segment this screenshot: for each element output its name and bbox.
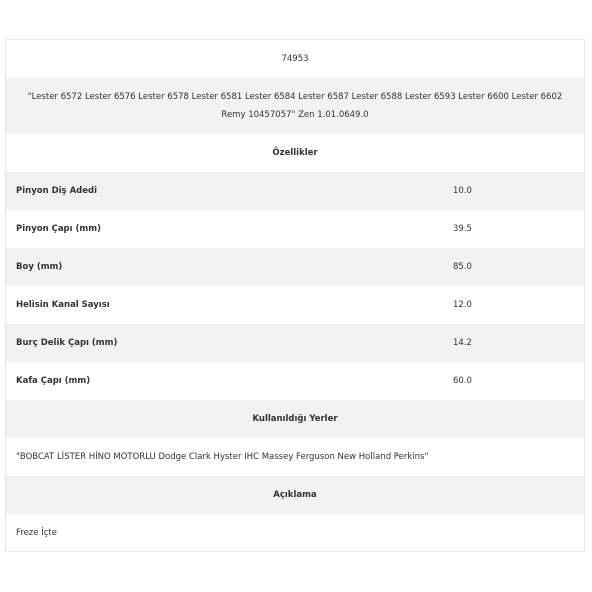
spec-label: Helisin Kanal Sayısı bbox=[16, 300, 110, 310]
spec-label: Kafa Çapı (mm) bbox=[16, 376, 91, 386]
spec-value: 60.0 bbox=[453, 376, 472, 386]
spec-row-length bbox=[5, 248, 585, 286]
spec-row-head-diameter bbox=[5, 362, 585, 400]
spec-label: Pinyon Çapı (mm) bbox=[16, 224, 101, 234]
spec-value: 85.0 bbox=[453, 262, 472, 272]
description-heading-row bbox=[5, 476, 585, 514]
product-spec-table bbox=[5, 39, 585, 552]
compatible-models-text: "Lester 6572 Lester 6576 Lester 6578 Lester 6581 Lester 6584 Lester 6587 Lester 6588 Lester 6593 Lester 6600 Lester 6602 Remy 10457057" Zen 1.01.0649.0 bbox=[27, 92, 563, 120]
spec-row-bushing-bore bbox=[5, 324, 585, 362]
spec-value: 39.5 bbox=[453, 224, 472, 234]
usage-heading: Kullanıldığı Yerler bbox=[252, 414, 338, 424]
spec-row-helix-channels bbox=[5, 286, 585, 324]
features-heading-row bbox=[5, 134, 585, 172]
compatible-models-row bbox=[5, 78, 585, 134]
spec-value: 14.2 bbox=[453, 338, 472, 348]
usage-row bbox=[5, 438, 585, 476]
usage-text: "BOBCAT LİSTER HİNO MOTORLU Dodge Clark Hyster IHC Massey Ferguson New Holland Perkins" bbox=[16, 452, 429, 462]
product-code: 74953 bbox=[281, 54, 309, 64]
product-code-row bbox=[5, 40, 585, 78]
spec-value: 10.0 bbox=[453, 186, 472, 196]
description-heading: Açıklama bbox=[273, 490, 317, 500]
spec-label: Boy (mm) bbox=[16, 262, 63, 272]
description-row bbox=[5, 514, 585, 551]
features-heading: Özellikler bbox=[272, 148, 318, 158]
spec-label: Burç Delik Çapı (mm) bbox=[16, 338, 118, 348]
usage-heading-row bbox=[5, 400, 585, 438]
spec-row-pinion-diameter bbox=[5, 210, 585, 248]
spec-label: Pinyon Diş Adedi bbox=[16, 186, 97, 196]
spec-row-pinion-teeth bbox=[5, 172, 585, 210]
spec-value: 12.0 bbox=[453, 300, 472, 310]
description-text: Freze İçte bbox=[16, 527, 57, 538]
